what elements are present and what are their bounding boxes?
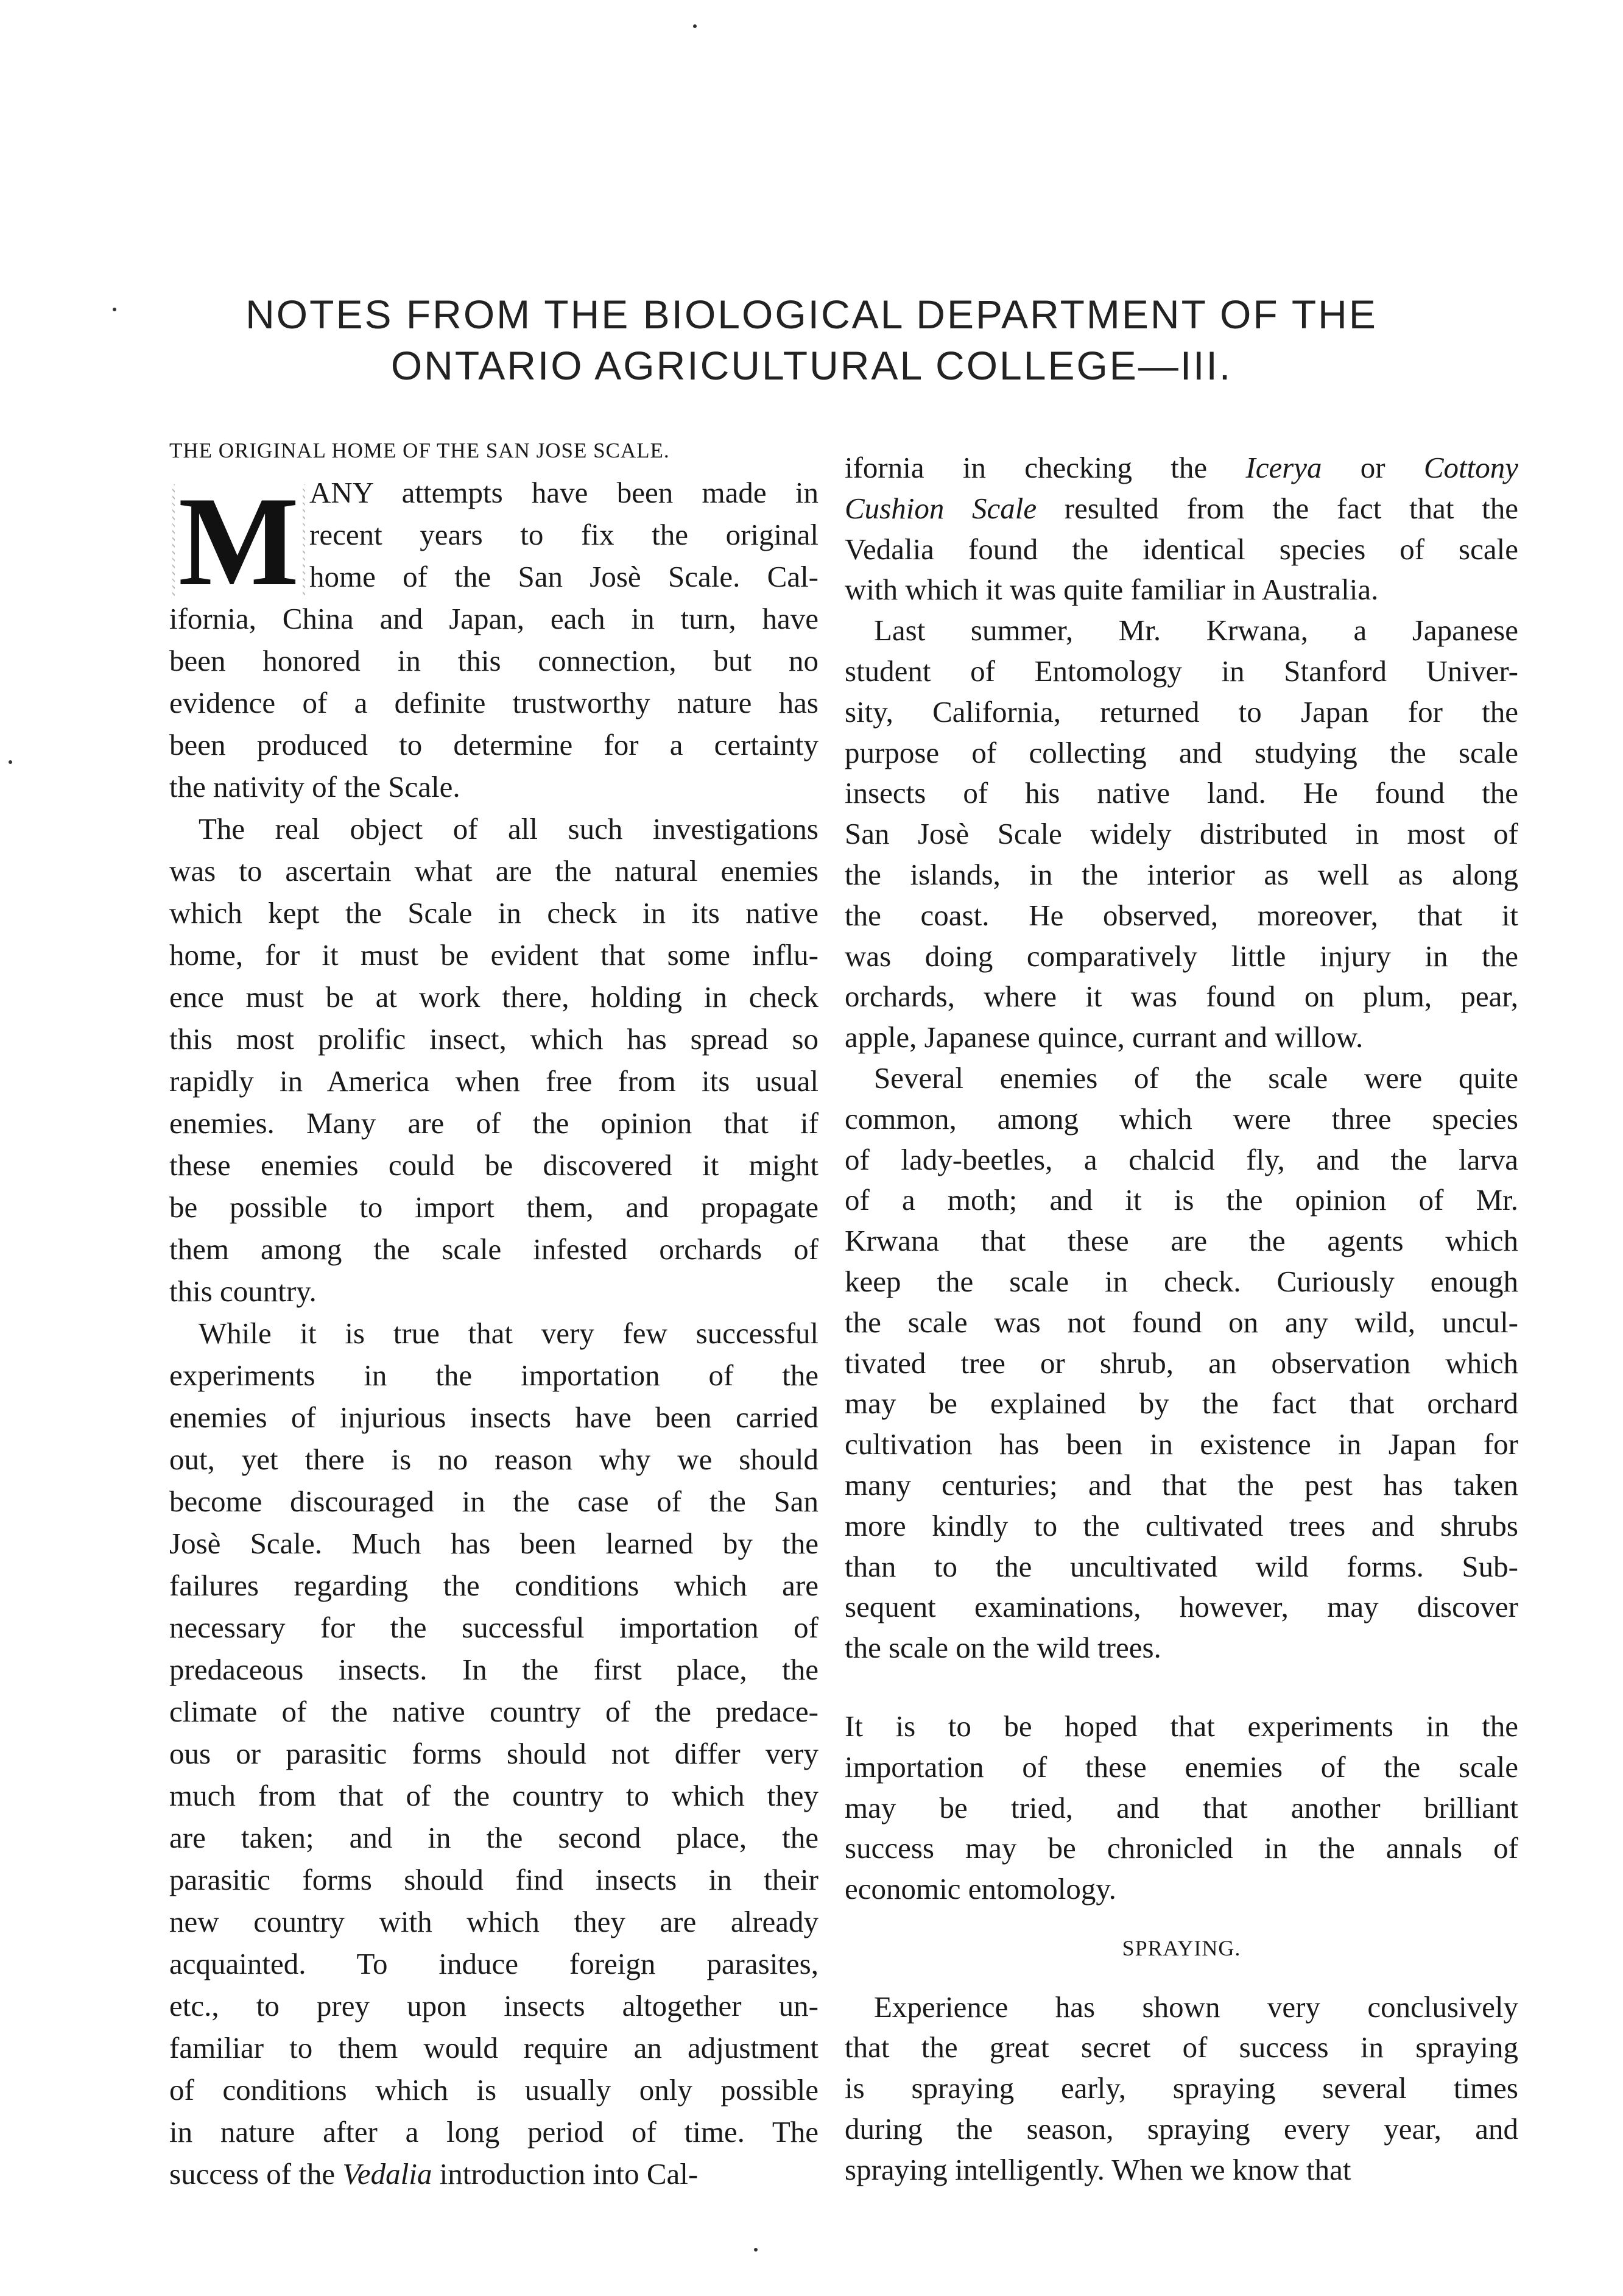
paragraph-gap bbox=[845, 1910, 1518, 1928]
text-line: ifornia, China and Japan, each in turn, have bbox=[169, 602, 819, 635]
text-line: tivated tree or shrub, an observation which bbox=[845, 1346, 1518, 1380]
text-line: these enemies could be discovered it might bbox=[169, 1148, 819, 1182]
text-line: which kept the Scale in check in its native bbox=[169, 896, 819, 930]
text-line: failures regarding the conditions which are bbox=[169, 1569, 819, 1602]
text-line: acquainted. To induce foreign parasites, bbox=[169, 1947, 819, 1980]
text-line: enemies. Many are of the opinion that if bbox=[169, 1106, 819, 1140]
article-title-line-2: ONTARIO AGRICULTURAL COLLEGE—III. bbox=[390, 343, 1233, 388]
text-segment: success of the bbox=[169, 2157, 343, 2191]
text-line: them among the scale infested orchards of bbox=[169, 1232, 819, 1266]
text-line: the islands, in the interior as well as along bbox=[845, 857, 1518, 891]
text-line: While it is true that very few successful bbox=[199, 1316, 819, 1350]
text-line: economic entomology. bbox=[845, 1872, 1116, 1906]
print-speck bbox=[693, 24, 697, 28]
paragraph bbox=[169, 1312, 819, 2195]
paragraph bbox=[845, 1706, 1518, 1910]
text-line bbox=[845, 489, 1518, 529]
text-line: climate of the native country of the predace- bbox=[169, 1695, 819, 1728]
text-line: rapidly in America when free from its usual bbox=[169, 1064, 819, 1098]
paragraph-gap bbox=[845, 1969, 1518, 1987]
text-line: importation of these enemies of the scale bbox=[845, 1750, 1518, 1784]
text-segment: ifornia in checking the bbox=[845, 451, 1246, 484]
text-line: much from that of the country to which they bbox=[169, 1779, 819, 1812]
text-line: the coast. He observed, moreover, that it bbox=[845, 898, 1518, 932]
text-line: experiments in the importation of the bbox=[169, 1358, 819, 1392]
section-heading-spraying: SPRAYING. bbox=[1122, 1935, 1241, 1960]
text-line: common, among which were three species bbox=[845, 1101, 1518, 1136]
paragraph bbox=[845, 610, 1518, 1058]
text-line: student of Entomology in Stanford Univer- bbox=[845, 654, 1518, 688]
text-line: Vedalia found the identical species of scale bbox=[845, 532, 1518, 566]
italic-term: Vedalia bbox=[342, 2157, 432, 2191]
text-line: predaceous insects. In the first place, the bbox=[169, 1653, 819, 1686]
right-column bbox=[845, 448, 1518, 2191]
text-line: parasitic forms should find insects in their bbox=[169, 1863, 819, 1896]
text-line: Experience has shown very conclusively bbox=[874, 1990, 1518, 2024]
text-line: home, for it must be evident that some influ- bbox=[169, 938, 819, 972]
paragraph bbox=[845, 1058, 1518, 1669]
text-line: evidence of a definite trustworthy nature has bbox=[169, 686, 819, 719]
paragraph bbox=[169, 808, 819, 1312]
text-line: Josè Scale. Much has been learned by the bbox=[169, 1527, 819, 1560]
text-line: is spraying early, spraying several times bbox=[845, 2071, 1518, 2105]
text-line: ous or parasitic forms should not differ very bbox=[169, 1737, 819, 1770]
text-line: apple, Japanese quince, currant and willow. bbox=[845, 1020, 1364, 1054]
text-line: many centuries; and that the pest has taken bbox=[845, 1468, 1518, 1502]
text-line: Several enemies of the scale were quite bbox=[874, 1061, 1518, 1095]
text-line: was doing comparatively little injury in the bbox=[845, 939, 1518, 973]
text-line: San Josè Scale widely distributed in most of bbox=[845, 817, 1518, 851]
text-line: purpose of collecting and studying the scale bbox=[845, 735, 1518, 769]
text-line: the scale on the wild trees. bbox=[845, 1631, 1161, 1665]
text-line: sity, California, returned to Japan for the bbox=[845, 694, 1518, 729]
text-line: this most prolific insect, which has spread so bbox=[169, 1022, 819, 1056]
text-segment: introduction into Cal- bbox=[432, 2157, 699, 2191]
text-line: of conditions which is usually only possible bbox=[169, 2073, 819, 2107]
text-line: of a moth; and it is the opinion of Mr. bbox=[845, 1183, 1518, 1217]
text-line: that the great secret of success in spraying bbox=[845, 2030, 1518, 2065]
text-line: are taken; and in the second place, the bbox=[169, 1821, 819, 1854]
text-line: with which it was quite familiar in Australia. bbox=[845, 573, 1379, 607]
text-line: familiar to them would require an adjustment bbox=[169, 2031, 819, 2065]
italic-term: Cushion Scale bbox=[845, 491, 1037, 525]
text-line: this country. bbox=[169, 1274, 317, 1308]
text-line: spraying intelligently. When we know that bbox=[845, 2152, 1351, 2186]
text-line: Krwana that these are the agents which bbox=[845, 1224, 1518, 1258]
text-line: may be tried, and that another brilliant bbox=[845, 1790, 1518, 1824]
text-line: ANY attempts have been made in bbox=[309, 476, 819, 509]
text-line: new country with which they are already bbox=[169, 1905, 819, 1938]
text-line: in nature after a long period of time. The bbox=[169, 2115, 819, 2149]
text-segment: or bbox=[1322, 451, 1424, 484]
text-line bbox=[169, 2153, 819, 2195]
print-speck bbox=[113, 308, 116, 311]
text-line: orchards, where it was found on plum, pear, bbox=[845, 980, 1518, 1014]
italic-term: Icerya bbox=[1245, 451, 1322, 484]
text-line: Last summer, Mr. Krwana, a Japanese bbox=[874, 613, 1518, 648]
text-line: home of the San Josè Scale. Cal- bbox=[309, 560, 819, 593]
text-line: been produced to determine for a certainty bbox=[169, 728, 819, 761]
text-line: become discouraged in the case of the San bbox=[169, 1485, 819, 1518]
print-speck bbox=[9, 760, 12, 764]
section-heading-san-jose-scale: THE ORIGINAL HOME OF THE SAN JOSE SCALE. bbox=[169, 439, 670, 462]
text-line: success may be chronicled in the annals of bbox=[845, 1831, 1518, 1865]
text-segment: resulted from the fact that the bbox=[1037, 491, 1518, 525]
italic-term: Cottony bbox=[1423, 451, 1518, 484]
text-line: sequent examinations, however, may discover bbox=[845, 1590, 1518, 1624]
paragraph bbox=[169, 472, 819, 808]
print-speck bbox=[754, 2248, 758, 2252]
text-line bbox=[845, 448, 1518, 489]
text-line: recent years to fix the original bbox=[309, 518, 819, 551]
paragraph bbox=[845, 1987, 1518, 2191]
text-line: be possible to import them, and propagate bbox=[169, 1190, 819, 1224]
text-line: insects of his native land. He found the bbox=[845, 776, 1518, 810]
text-line: the scale was not found on any wild, uncul- bbox=[845, 1305, 1518, 1339]
text-line: ence must be at work there, holding in check bbox=[169, 980, 819, 1014]
text-line: out, yet there is no reason why we should bbox=[169, 1443, 819, 1476]
paragraph-gap bbox=[845, 1669, 1518, 1706]
text-line: the nativity of the Scale. bbox=[169, 770, 460, 804]
text-line: may be explained by the fact that orchard bbox=[845, 1386, 1518, 1421]
left-column bbox=[169, 429, 819, 2195]
text-line: keep the scale in check. Curiously enough bbox=[845, 1264, 1518, 1298]
ornamental-drop-cap: M bbox=[172, 484, 305, 599]
text-line: of lady-beetles, a chalcid fly, and the larva bbox=[845, 1142, 1518, 1176]
text-line: It is to be hoped that experiments in the bbox=[845, 1709, 1518, 1743]
text-line: The real object of all such investigations bbox=[199, 812, 819, 846]
text-line: than to the uncultivated wild forms. Sub- bbox=[845, 1549, 1518, 1583]
text-line: necessary for the successful importation of bbox=[169, 1611, 819, 1644]
text-line: etc., to prey upon insects altogether un- bbox=[169, 1989, 819, 2022]
text-line: cultivation has been in existence in Japan for bbox=[845, 1427, 1518, 1461]
text-line: was to ascertain what are the natural enemies bbox=[169, 854, 819, 888]
text-line: been honored in this connection, but no bbox=[169, 644, 819, 677]
text-line: more kindly to the cultivated trees and shrubs bbox=[845, 1508, 1518, 1542]
text-line: during the season, spraying every year, and bbox=[845, 2112, 1518, 2146]
article-title-line-1: NOTES FROM THE BIOLOGICAL DEPARTMENT OF THE bbox=[245, 292, 1378, 337]
text-line: enemies of injurious insects have been carried bbox=[169, 1401, 819, 1434]
paragraph bbox=[845, 448, 1518, 610]
